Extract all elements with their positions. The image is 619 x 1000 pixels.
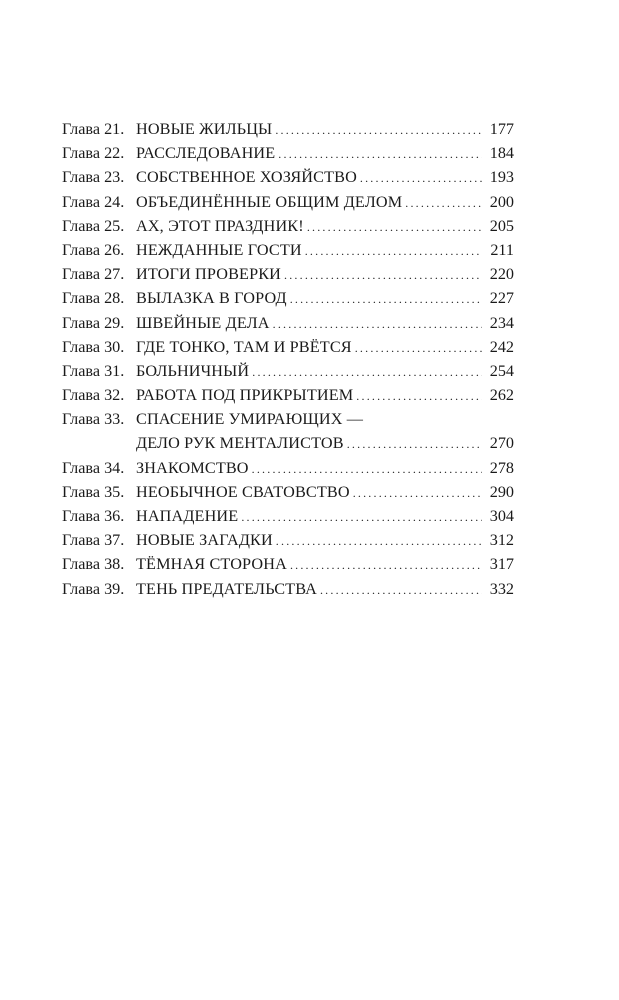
chapter-number: Глава 29. xyxy=(62,313,125,332)
chapter-title: СОБСТВЕННОЕ ХОЗЯЙСТВО xyxy=(136,168,357,187)
toc-entry-30 xyxy=(62,335,514,359)
toc-entry-39 xyxy=(62,577,514,601)
page-number: 290 xyxy=(489,482,514,501)
page-number: 254 xyxy=(489,361,514,380)
dot-leader xyxy=(241,505,482,529)
page-number: 193 xyxy=(489,168,514,187)
page-number: 312 xyxy=(489,531,514,550)
toc-entry-31 xyxy=(62,359,514,383)
toc-entry-23 xyxy=(62,165,514,189)
page-number: 278 xyxy=(489,458,514,477)
page-number: 332 xyxy=(489,579,514,598)
chapter-title: ВЫЛАЗКА В ГОРОД xyxy=(136,289,287,308)
chapter-title: ГДЕ ТОНКО, ТАМ И РВЁТСЯ xyxy=(136,337,352,356)
chapter-number: Глава 39. xyxy=(62,579,125,598)
chapter-title: НЕЖДАННЫЕ ГОСТИ xyxy=(136,240,302,259)
toc-entry-36 xyxy=(62,504,514,528)
chapter-number: Глава 27. xyxy=(62,265,125,284)
chapter-number: Глава 36. xyxy=(62,507,125,525)
toc-entry-21 xyxy=(62,117,514,141)
dot-leader xyxy=(356,384,482,408)
chapter-title: ТЁМНАЯ СТОРОНА xyxy=(136,555,287,574)
chapter-number: Глава 38. xyxy=(62,555,125,574)
dot-leader xyxy=(307,215,482,239)
dot-leader xyxy=(273,312,482,336)
chapter-title: НАПАДЕНИЕ xyxy=(136,507,239,525)
chapter-number: Глава 25. xyxy=(62,216,125,235)
chapter-title: ШВЕЙНЫЕ ДЕЛА xyxy=(136,313,270,332)
chapter-title: НЕОБЫЧНОЕ СВАТОВСТВО xyxy=(136,482,350,501)
chapter-title: АХ, ЭТОТ ПРАЗДНИК! xyxy=(136,216,304,235)
chapter-number: Глава 34. xyxy=(62,458,125,477)
dot-leader xyxy=(405,191,482,215)
chapter-number: Глава 32. xyxy=(62,386,125,405)
chapter-title: ИТОГИ ПРОВЕРКИ xyxy=(136,265,282,284)
toc-entry-37 xyxy=(62,528,514,552)
chapter-title: ОБЪЕДИНЁННЫЕ ОБЩИМ ДЕЛОМ xyxy=(136,192,403,211)
dot-leader xyxy=(252,457,482,481)
chapter-number: Глава 24. xyxy=(62,192,125,211)
page-number: 227 xyxy=(489,289,514,308)
dot-leader xyxy=(252,360,482,384)
page-number: 270 xyxy=(489,434,514,453)
toc-entry-34 xyxy=(62,456,514,480)
table-of-contents xyxy=(62,117,514,601)
toc-entry-22 xyxy=(62,141,514,165)
toc-entry-27 xyxy=(62,262,514,286)
dot-leader xyxy=(278,142,482,166)
toc-entry-24 xyxy=(62,190,514,214)
toc-entry-33-line-1 xyxy=(62,407,514,431)
chapter-number: Глава 22. xyxy=(62,144,125,163)
chapter-title: БОЛЬНИЧНЫЙ xyxy=(136,361,250,380)
dot-leader xyxy=(353,481,482,505)
chapter-number: Глава 37. xyxy=(62,531,125,550)
page-number: 205 xyxy=(489,216,514,235)
chapter-number: Глава 35. xyxy=(62,482,125,501)
dot-leader xyxy=(284,263,482,287)
toc-entry-25 xyxy=(62,214,514,238)
chapter-title: РАБОТА ПОД ПРИКРЫТИЕМ xyxy=(136,386,354,405)
dot-leader xyxy=(347,432,482,456)
page-number: 184 xyxy=(489,144,514,163)
chapter-number: Глава 26. xyxy=(62,240,125,259)
toc-entry-29 xyxy=(62,311,514,335)
dot-leader xyxy=(276,529,482,553)
toc-entry-28 xyxy=(62,286,514,310)
page-number: 304 xyxy=(489,507,514,525)
dot-leader xyxy=(360,166,482,190)
page-number: 177 xyxy=(489,120,514,138)
chapter-title-part-2: ДЕЛО РУК МЕНТАЛИСТОВ xyxy=(136,434,344,453)
chapter-title-part-1: СПАСЕНИЕ УМИРАЮЩИХ — xyxy=(136,410,364,429)
dot-leader xyxy=(275,118,482,142)
page-number: 211 xyxy=(490,240,514,259)
dot-leader xyxy=(305,239,482,263)
toc-entry-35 xyxy=(62,480,514,504)
chapter-number: Глава 30. xyxy=(62,337,125,356)
toc-entry-33-line-2 xyxy=(62,431,514,455)
page-number: 220 xyxy=(489,265,514,284)
dot-leader xyxy=(355,336,482,360)
toc-entry-32 xyxy=(62,383,514,407)
chapter-number: Глава 21. xyxy=(62,120,125,138)
chapter-title: РАССЛЕДОВАНИЕ xyxy=(136,144,276,163)
page-number: 234 xyxy=(489,313,514,332)
dot-leader xyxy=(290,553,482,577)
dot-leader xyxy=(320,578,482,602)
toc-entry-38 xyxy=(62,552,514,576)
page-number: 242 xyxy=(489,337,514,356)
chapter-title: ЗНАКОМСТВО xyxy=(136,458,249,477)
dot-leader xyxy=(290,287,482,311)
chapter-number: Глава 23. xyxy=(62,168,125,187)
chapter-title: НОВЫЕ ЖИЛЬЦЫ xyxy=(136,120,273,138)
chapter-title: НОВЫЕ ЗАГАДКИ xyxy=(136,531,273,550)
chapter-number: Глава 28. xyxy=(62,289,125,308)
toc-entry-26 xyxy=(62,238,514,262)
page-number: 200 xyxy=(489,192,514,211)
chapter-number: Глава 33. xyxy=(62,410,125,429)
page-number: 262 xyxy=(489,386,514,405)
chapter-number: Глава 31. xyxy=(62,361,125,380)
chapter-title: ТЕНЬ ПРЕДАТЕЛЬСТВА xyxy=(136,579,317,598)
page-number: 317 xyxy=(489,555,514,574)
